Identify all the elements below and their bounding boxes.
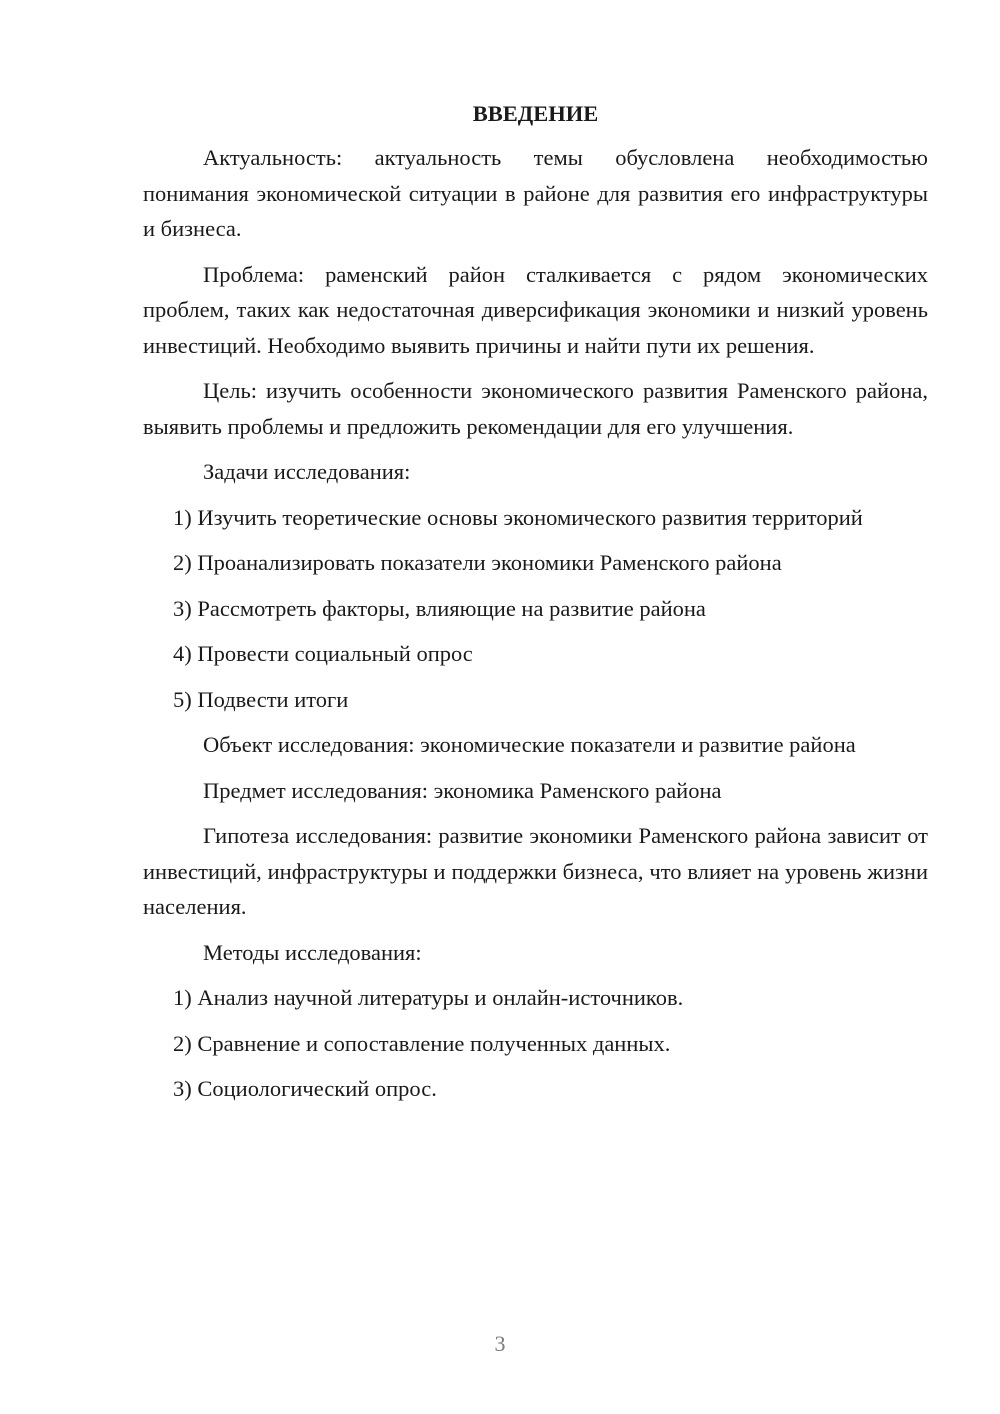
problem-paragraph: Проблема: раменский район сталкивается с рядом экономических проблем, таких как недостаточная диверсификация экономики и низкий уровень инвестиций. Необходимо выявить причины и найти пути их решения. <box>143 261 928 358</box>
task-item-2: 2) Проанализировать показатели экономики Раменского района <box>173 550 782 575</box>
document-page <box>143 96 928 1117</box>
task-item-1: 1) Изучить теоретические основы экономического развития территорий <box>173 504 863 530</box>
subject-line: Предмет исследования: экономика Раменского района <box>203 777 722 803</box>
task-item-3: 3) Рассмотреть факторы, влияющие на развитие района <box>173 595 706 621</box>
tasks-heading: Задачи исследования: <box>203 459 411 484</box>
page-title: ВВЕДЕНИЕ <box>472 101 599 126</box>
relevance-paragraph: Актуальность: актуальность темы обусловлена необходимостью понимания экономической ситуации в районе для развития его инфраструктуры и бизнеса. <box>143 145 928 241</box>
methods-heading: Методы исследования: <box>203 939 422 965</box>
task-item-4: 4) Провести социальный опрос <box>173 641 473 666</box>
goal-paragraph: Цель: изучить особенности экономического развития Раменского района, выявить проблемы и предложить рекомендации для его улучшения. <box>143 378 928 439</box>
method-item-2: 2) Сравнение и сопоставление полученных данных. <box>173 1030 671 1056</box>
hypothesis-paragraph: Гипотеза исследования: развитие экономики Раменского района зависит от инвестиций, инфраструктуры и поддержки бизнеса, что влияет на уровень жизни населения. <box>143 823 928 919</box>
page-number: 3 <box>494 1331 506 1356</box>
task-item-5: 5) Подвести итоги <box>173 686 349 712</box>
object-line: Объект исследования: экономические показатели и развитие района <box>203 732 856 757</box>
method-item-3: 3) Социологический опрос. <box>173 1076 437 1101</box>
method-item-1: 1) Анализ научной литературы и онлайн-источников. <box>173 985 684 1010</box>
